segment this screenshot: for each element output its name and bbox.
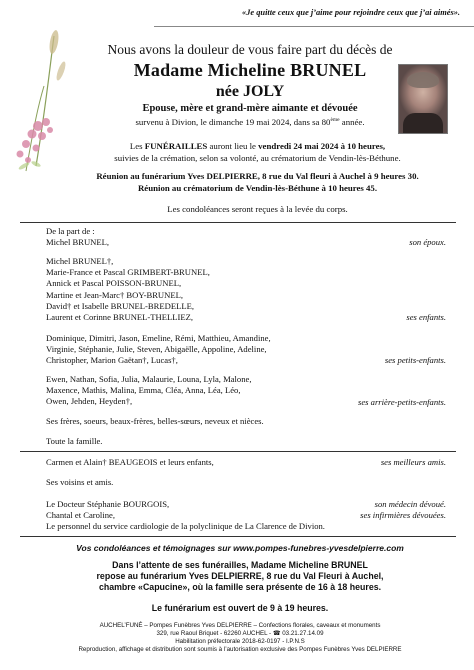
list-item: Ewen, Nathan, Sofia, Julia, Malaurie, Louna, Lyla, Malone, — [46, 374, 252, 384]
doctor-relation: son médecin dévoué. — [374, 499, 446, 509]
funeral-details: Les FUNÉRAILLES auront lieu le vendredi 24 mai 2024 à 10 heures, suivies de la crémation, selon sa volonté, au crématorium de Vendin-lès-Béthune. — [114, 141, 401, 163]
grandchildren-list — [46, 333, 424, 367]
best-friends-line: Carmen et Alain† BEAUGEOIS et leurs enfants, — [46, 457, 214, 467]
visitation-details: Dans l’attente de ses funérailles, Madame Micheline BRUNEL repose au funérarium Yves DELPIERRE, 8 rue du Val Fleuri à Auchel, chambre «Capucine», où la famille sera présente de 16 à 18 heures. — [96, 560, 384, 592]
deceased-name: Madame Micheline BRUNEL — [133, 60, 367, 80]
list-item: Michel BRUNEL†, — [46, 256, 114, 266]
siblings-line: Ses frères, soeurs, beaux-frères, belles-sœurs, neveux et nièces. — [46, 416, 264, 426]
list-item: David† et Isabelle BRUNEL-BREDELLE, — [46, 300, 194, 311]
list-item: Virginie, Stéphanie, Julie, Steven, Abigaëlle, Appoline, Adeline, — [46, 344, 267, 355]
portrait-hair — [407, 72, 439, 88]
best-friends-relation: ses meilleurs amis. — [380, 457, 446, 467]
portrait-body — [403, 113, 443, 133]
husband-relation: son époux. — [409, 237, 446, 247]
maiden-name: née JOLY — [215, 83, 285, 100]
announcement-intro: Nous avons la douleur de vous faire part du décès de — [107, 42, 393, 57]
quote-divider — [154, 26, 474, 27]
children-relation: ses enfants. — [406, 312, 446, 322]
list-item: Maxence, Mathis, Malina, Emma, Cléa, Anna, Léa, Léo, — [46, 385, 241, 396]
quote-text: «Je quitte ceux que j’aime pour rejoindre ceux que j’ai aimés». — [242, 8, 460, 17]
list-item: Annick et Pascal POISSON-BRUNEL, — [46, 278, 182, 289]
husband-name: Michel BRUNEL, — [46, 237, 110, 247]
list-item: Martine et Jean-Marc† BOY-BRUNEL, — [46, 289, 183, 300]
portrait-photo — [398, 64, 448, 134]
de-la-part-label: De la part de : — [46, 226, 95, 236]
website-line: Vos condoléances et témoignages sur www.pompes-funebres-yvesdelpierre.com — [76, 543, 404, 553]
children-list — [46, 256, 424, 323]
nurses-line: Chantal et Caroline, — [46, 510, 115, 520]
epitaph-line: Epouse, mère et grand-mère aimante et dévouée — [142, 103, 358, 114]
list-item: Laurent et Corinne BRUNEL-THELLIEZ, — [46, 312, 194, 323]
grandchildren-relation: ses petits-enfants. — [384, 355, 446, 365]
neighbors-line: Ses voisins et amis. — [46, 477, 114, 487]
divider-top — [20, 222, 456, 223]
opening-hours: Le funérarium est ouvert de 9 à 19 heures. — [151, 603, 329, 613]
nurses-relation: ses infirmières dévouées. — [360, 510, 446, 520]
list-item: Marie-France et Pascal GRIMBERT-BRUNEL, — [46, 267, 210, 278]
epigraph-quote — [160, 8, 460, 18]
doctor-line: Le Docteur Stéphanie BOURGOIS, — [46, 499, 170, 509]
death-date-line: survenu à Divion, le dimanche 19 mai 2024, dans sa 80ème année. — [135, 117, 365, 127]
list-item: Dominique, Dimitri, Jason, Emeline, Rémi, Matthieu, Amandine, — [46, 333, 271, 343]
gathering-details: Réunion au funérarium Yves DELPIERRE, 8 rue du Val fleuri à Auchel à 9 heures 30. Réunion au crématorium de Vendin-lès-Béthune à 10 heures 45. — [96, 171, 419, 193]
list-item: Owen, Jehden, Heyden†, — [46, 396, 133, 407]
list-item: Christopher, Marion Gaëtan†, Lucas†, — [46, 355, 178, 366]
condolences-note: Les condoléances seront reçues à la levée du corps. — [167, 204, 348, 214]
staff-line: Le personnel du service cardiologie de la polyclinique de La Clarence de Divion. — [46, 521, 325, 531]
divider-bottom — [20, 536, 456, 537]
great-grandchildren-relation: ses arrière-petits-enfants. — [358, 397, 446, 407]
all-family-line: Toute la famille. — [46, 436, 103, 446]
funeral-home-footer: AUCHEL’FUNÉ – Pompes Funèbres Yves DELPIERRE – Confections florales, caveaux et monuments 329, rue Raoul Briquet - 62260 AUCHEL - ☎ 03.21.27.14.09 Habilitation préfectorale 2018-62-0197 - I.P.N.S Reproduction, affichage et distribution sont soumis à l’autorisation exclusive des Pompes Funèbres Yves DELPIERRE — [78, 622, 402, 653]
divider-middle — [20, 451, 456, 452]
